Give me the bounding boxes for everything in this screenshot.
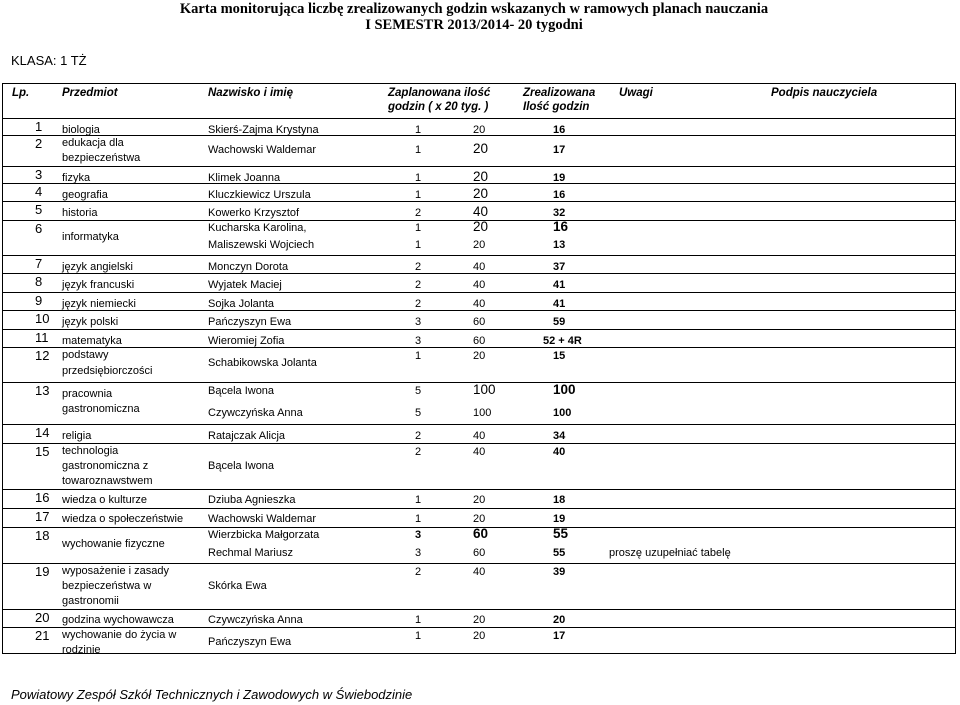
subject-name: wychowanie do życia w xyxy=(62,629,177,641)
planned-hours: 20 xyxy=(473,169,489,184)
weekly-hours: 3 xyxy=(415,547,422,559)
teacher-name: Wachowski Waldemar xyxy=(208,144,316,156)
subject-name: towaroznawstwem xyxy=(62,475,153,487)
realized-hours: 20 xyxy=(553,614,566,626)
row-divider xyxy=(3,201,955,202)
teacher-name: Pańczyszyn Ewa xyxy=(208,636,292,648)
row-number: 2 xyxy=(35,136,43,151)
realized-hours: 17 xyxy=(553,630,566,642)
subject-name: rodzinie xyxy=(62,644,101,656)
planned-hours: 60 xyxy=(473,316,486,328)
teacher-name: Kucharska Karolina, xyxy=(208,222,307,234)
subject-name: wychowanie fizyczne xyxy=(62,538,165,550)
subject-name: gastronomiczna z xyxy=(62,460,149,472)
weekly-hours: 1 xyxy=(415,494,422,506)
header-uwagi: Uwagi xyxy=(619,87,653,99)
subject-name: geografia xyxy=(62,189,108,201)
weekly-hours: 2 xyxy=(415,298,422,310)
weekly-hours: 1 xyxy=(415,350,422,362)
subject-name: bezpieczeństwa w xyxy=(62,580,152,592)
monitoring-table xyxy=(2,83,956,654)
teacher-name: Kluczkiewicz Urszula xyxy=(208,189,311,201)
planned-hours: 60 xyxy=(473,547,486,559)
row-number: 18 xyxy=(35,528,50,543)
row-divider xyxy=(3,292,955,293)
planned-hours: 60 xyxy=(473,526,489,541)
subject-name: wiedza o społeczeństwie xyxy=(62,513,184,525)
planned-hours: 60 xyxy=(473,335,486,347)
planned-hours: 20 xyxy=(473,239,486,251)
planned-hours: 40 xyxy=(473,430,486,442)
teacher-name: Pańczyszyn Ewa xyxy=(208,316,292,328)
weekly-hours: 1 xyxy=(415,172,422,184)
header-zrealizowana-1: Zrealizowana xyxy=(523,87,596,99)
row-number: 14 xyxy=(35,425,50,440)
teacher-name: Ratajczak Alicja xyxy=(208,430,286,442)
weekly-hours: 1 xyxy=(415,614,422,626)
weekly-hours: 2 xyxy=(415,446,422,458)
row-divider xyxy=(3,166,955,167)
footer-school-name: Powiatowy Zespół Szkół Technicznych i Zawodowych w Świebodzinie xyxy=(11,687,413,702)
teacher-name: Skierś-Zajma Krystyna xyxy=(208,124,319,136)
row-divider xyxy=(3,609,955,610)
row-divider xyxy=(3,347,955,348)
row-number: 12 xyxy=(35,348,50,363)
row-divider xyxy=(3,443,955,444)
row-number: 10 xyxy=(35,311,50,326)
realized-hours: 55 xyxy=(553,526,569,541)
teacher-name: Maliszewski Wojciech xyxy=(208,239,315,251)
planned-hours: 100 xyxy=(473,382,496,397)
subject-name: gastronomiczna xyxy=(62,403,140,415)
header-przedmiot: Przedmiot xyxy=(62,87,118,99)
teacher-name: Kowerko Krzysztof xyxy=(208,207,300,219)
planned-hours: 20 xyxy=(473,124,486,136)
teacher-name: Wyjatek Maciej xyxy=(208,279,282,291)
teacher-name: Czywczyńska Anna xyxy=(208,614,303,626)
header-zaplanowana-2: godzin ( x 20 tyg. ) xyxy=(388,101,489,113)
planned-hours: 20 xyxy=(473,350,486,362)
weekly-hours: 5 xyxy=(415,407,422,419)
planned-hours: 20 xyxy=(473,614,486,626)
row-divider xyxy=(3,310,955,311)
realized-hours: 34 xyxy=(553,430,566,442)
realized-hours: 55 xyxy=(553,547,566,559)
subject-name: religia xyxy=(62,430,92,442)
subject-name: przedsiębiorczości xyxy=(62,365,153,377)
planned-hours: 40 xyxy=(473,261,486,273)
teacher-name: Wachowski Waldemar xyxy=(208,513,316,525)
realized-hours: 32 xyxy=(553,207,566,219)
row-divider xyxy=(3,424,955,425)
planned-hours: 40 xyxy=(473,279,486,291)
subject-name: wiedza o kulturze xyxy=(62,494,147,506)
row-number: 7 xyxy=(35,256,43,271)
row-number: 1 xyxy=(35,119,43,134)
weekly-hours: 2 xyxy=(415,279,422,291)
realized-hours: 19 xyxy=(553,172,566,184)
row-number: 19 xyxy=(35,564,50,579)
weekly-hours: 2 xyxy=(415,566,422,578)
teacher-name: Schabikowska Jolanta xyxy=(208,357,317,369)
planned-hours: 20 xyxy=(473,630,486,642)
teacher-name: Bącela Iwona xyxy=(208,385,275,397)
row-number: 8 xyxy=(35,274,43,289)
row-number: 9 xyxy=(35,293,43,308)
subject-name: biologia xyxy=(62,124,100,136)
header-nazwisko: Nazwisko i imię xyxy=(208,87,294,99)
subject-name: fizyka xyxy=(62,172,91,184)
document-title: Karta monitorująca liczbę zrealizowanych godzin wskazanych w ramowych planach nauczania xyxy=(179,1,769,17)
teacher-name: Monczyn Dorota xyxy=(208,261,289,273)
realized-hours: 100 xyxy=(553,382,576,397)
row-number: 11 xyxy=(35,330,49,345)
teacher-name: Bącela Iwona xyxy=(208,460,275,472)
row-divider xyxy=(3,135,955,136)
subject-name: godzina wychowawcza xyxy=(62,614,174,626)
weekly-hours: 5 xyxy=(415,385,422,397)
subject-name: wyposażenie i zasady xyxy=(62,565,170,577)
planned-hours: 20 xyxy=(473,186,489,201)
row-number: 6 xyxy=(35,221,43,236)
row-number: 17 xyxy=(35,509,50,524)
planned-hours: 40 xyxy=(473,566,486,578)
realized-hours: 100 xyxy=(553,407,572,419)
planned-hours: 40 xyxy=(473,446,486,458)
teacher-name: Skórka Ewa xyxy=(208,580,267,592)
planned-hours: 40 xyxy=(473,298,486,310)
header-zaplanowana-1: Zaplanowana ilość xyxy=(388,87,491,99)
realized-hours: 52 + 4R xyxy=(543,335,582,347)
teacher-name: Wierzbicka Małgorzata xyxy=(208,529,320,541)
teacher-name: Rechmal Mariusz xyxy=(208,547,293,559)
row-divider xyxy=(3,489,955,490)
weekly-hours: 1 xyxy=(415,124,422,136)
header-lp: Lp. xyxy=(12,87,30,99)
realized-hours: 40 xyxy=(553,446,566,458)
teacher-name: Klimek Joanna xyxy=(208,172,281,184)
row-divider xyxy=(3,273,955,274)
class-label: KLASA: 1 TŻ xyxy=(11,53,87,68)
subject-name: pracownia xyxy=(62,388,113,400)
teacher-name: Wieromiej Zofia xyxy=(208,335,285,347)
subject-name: język angielski xyxy=(62,261,133,273)
weekly-hours: 1 xyxy=(415,222,422,234)
row-number: 21 xyxy=(35,628,50,643)
document-subtitle: I SEMESTR 2013/2014- 20 tygodni xyxy=(365,17,583,33)
realized-hours: 15 xyxy=(553,350,566,362)
header-zrealizowana-2: Ilość godzin xyxy=(523,101,590,113)
weekly-hours: 3 xyxy=(415,316,422,328)
realized-hours: 37 xyxy=(553,261,566,273)
realized-hours: 16 xyxy=(553,189,566,201)
row-divider xyxy=(3,508,955,509)
row-divider xyxy=(3,118,955,119)
subject-name: edukacja dla xyxy=(62,137,124,149)
subject-name: bezpieczeństwa xyxy=(62,152,141,164)
row-number: 5 xyxy=(35,202,43,217)
weekly-hours: 1 xyxy=(415,189,422,201)
weekly-hours: 1 xyxy=(415,144,422,156)
realized-hours: 59 xyxy=(553,316,566,328)
realized-hours: 19 xyxy=(553,513,566,525)
row-number: 13 xyxy=(35,383,50,398)
weekly-hours: 1 xyxy=(415,239,422,251)
realized-hours: 17 xyxy=(553,144,566,156)
planned-hours: 100 xyxy=(473,407,492,419)
subject-name: matematyka xyxy=(62,335,122,347)
planned-hours: 40 xyxy=(473,204,489,219)
subject-name: historia xyxy=(62,207,98,219)
weekly-hours: 3 xyxy=(415,529,422,541)
subject-name: język niemiecki xyxy=(62,298,136,310)
planned-hours: 20 xyxy=(473,219,489,234)
realized-hours: 13 xyxy=(553,239,566,251)
remarks-text: proszę uzupełniać tabelę xyxy=(609,547,731,559)
planned-hours: 20 xyxy=(473,494,486,506)
subject-name: gastronomii xyxy=(62,595,119,607)
planned-hours: 20 xyxy=(473,141,489,156)
row-number: 16 xyxy=(35,490,50,505)
weekly-hours: 2 xyxy=(415,207,422,219)
realized-hours: 18 xyxy=(553,494,566,506)
row-number: 15 xyxy=(35,444,50,459)
row-number: 20 xyxy=(35,610,50,625)
subject-name: informatyka xyxy=(62,231,119,243)
realized-hours: 16 xyxy=(553,219,569,234)
header-podpis: Podpis nauczyciela xyxy=(771,87,878,99)
realized-hours: 39 xyxy=(553,566,566,578)
teacher-name: Czywczyńska Anna xyxy=(208,407,303,419)
row-divider xyxy=(3,183,955,184)
subject-name: technologia xyxy=(62,445,119,457)
realized-hours: 41 xyxy=(553,298,566,310)
weekly-hours: 2 xyxy=(415,261,422,273)
row-number: 4 xyxy=(35,184,43,199)
realized-hours: 41 xyxy=(553,279,566,291)
row-number: 3 xyxy=(35,167,43,182)
weekly-hours: 2 xyxy=(415,430,422,442)
teacher-name: Sojka Jolanta xyxy=(208,298,275,310)
subject-name: język polski xyxy=(62,316,119,328)
teacher-name: Dziuba Agnieszka xyxy=(208,494,296,506)
row-divider xyxy=(3,329,955,330)
weekly-hours: 1 xyxy=(415,630,422,642)
weekly-hours: 3 xyxy=(415,335,422,347)
subject-name: podstawy xyxy=(62,349,109,361)
subject-name: język francuski xyxy=(62,279,135,291)
row-divider xyxy=(3,255,955,256)
weekly-hours: 1 xyxy=(415,513,422,525)
planned-hours: 20 xyxy=(473,513,486,525)
realized-hours: 16 xyxy=(553,124,566,136)
